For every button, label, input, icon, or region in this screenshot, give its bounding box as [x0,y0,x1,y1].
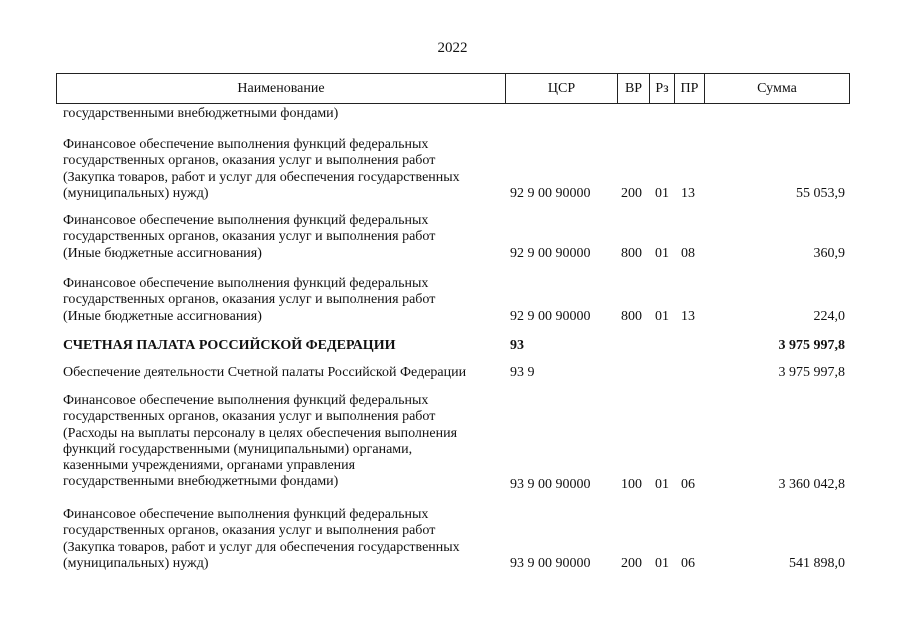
row-name: Финансовое обеспечение выполнения функций федеральных государственных органов, оказания услуг и выполнения работ (Закупка товаров, работ и услуг для обеспечения государственных (муниципальных) нужд) [63,507,460,571]
row-name: СЧЕТНАЯ ПАЛАТА РОССИЙСКОЙ ФЕДЕРАЦИИ [63,338,396,353]
table-header [56,73,850,104]
header-csr: ЦСР [505,74,617,103]
row-name: Обеспечение деятельности Счетной палаты Российской Федерации [63,365,467,380]
row-vr: 800 [621,309,642,324]
row-name: Финансовое обеспечение выполнения функций федеральных государственных органов, оказания услуг и выполнения работ (Иные бюджетные ассигнования) [63,213,436,261]
row-csr: 92 9 00 90000 [510,186,591,201]
row-rz: 01 [655,246,669,261]
row-pr: 06 [681,477,695,492]
row-csr: 92 9 00 90000 [510,246,591,261]
row-pr: 06 [681,556,695,571]
row-name: государственными внебюджетными фондами) [63,106,339,121]
row-csr: 93 9 00 90000 [510,556,591,571]
header-name: Наименование [237,81,325,96]
row-rz: 01 [655,477,669,492]
row-vr: 800 [621,246,642,261]
row-pr: 13 [681,186,695,201]
row-sum: 541 898,0 [789,556,845,571]
row-csr: 93 [510,338,524,353]
row-sum: 3 975 997,8 [778,365,845,380]
row-csr: 93 9 00 90000 [510,477,591,492]
row-csr: 92 9 00 90000 [510,309,591,324]
row-rz: 01 [655,556,669,571]
row-pr: 08 [681,246,695,261]
row-name: Финансовое обеспечение выполнения функций федеральных государственных органов, оказания услуг и выполнения работ (Иные бюджетные ассигнования) [63,276,436,324]
row-vr: 200 [621,556,642,571]
row-vr: 200 [621,186,642,201]
page-number: 2022 [437,40,468,56]
row-rz: 01 [655,186,669,201]
row-sum: 360,9 [813,246,845,261]
row-sum: 224,0 [813,309,845,324]
row-name: Финансовое обеспечение выполнения функций федеральных государственных органов, оказания услуг и выполнения работ (Закупка товаров, работ и услуг для обеспечения государственных (муниципальных) нужд) [63,137,460,201]
row-sum: 3 360 042,8 [778,477,845,492]
row-sum: 3 975 997,8 [778,338,845,353]
header-sum: Сумма [704,74,849,103]
header-vr: ВР [617,74,649,103]
row-rz: 01 [655,309,669,324]
row-csr: 93 9 [510,365,535,380]
row-name: Финансовое обеспечение выполнения функций федеральных государственных органов, оказания услуг и выполнения работ (Расходы на выплаты персоналу в целях обеспечения выполнения функций государственными (муниципальными) органами, казенными учреждениями, органами управления государственными внебюджетными фондами) [63,393,458,490]
row-pr: 13 [681,309,695,324]
header-pr: ПР [674,74,704,103]
header-rz: Рз [649,74,674,103]
row-sum: 55 053,9 [796,186,845,201]
row-vr: 100 [621,477,642,492]
